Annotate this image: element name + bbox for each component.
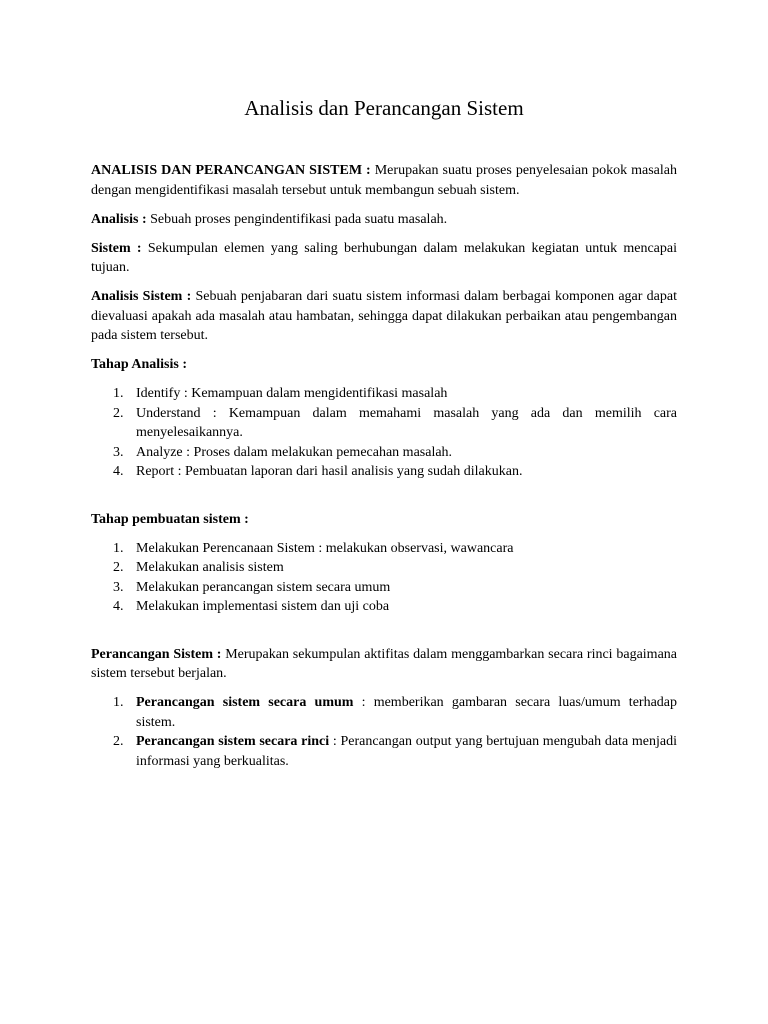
list-item-text: Report : Pembuatan laporan dari hasil analisis yang sudah dilakukan. [136, 464, 523, 479]
list-number: 1. [113, 695, 124, 710]
list-item [91, 404, 677, 443]
list-item [91, 384, 677, 404]
list-number: 3. [113, 579, 124, 595]
list-item [91, 732, 677, 771]
sistem-text: Sekumpulan elemen yang saling berhubungan dalam melakukan kegiatan untuk mencapai tujuan. [91, 240, 677, 275]
analisis-paragraph [91, 210, 677, 230]
sistem-term: Sistem : [91, 240, 142, 256]
intro-paragraph [91, 161, 677, 200]
spacer [91, 482, 677, 510]
spacer [91, 617, 677, 645]
list-item-text: Analyze : Proses dalam melakukan pemecahan masalah. [136, 444, 453, 460]
document-body [91, 161, 677, 771]
tahap-pembuatan-list [91, 539, 677, 617]
tahap-analisis-list [91, 384, 677, 482]
list-number: 3. [113, 444, 124, 460]
sistem-paragraph [91, 239, 677, 278]
list-item [91, 693, 677, 732]
document-title: Analisis dan Perancangan Sistem [244, 96, 524, 120]
list-item-text: Melakukan analisis sistem [136, 560, 284, 575]
list-item [91, 558, 677, 578]
intro-term: ANALISIS DAN PERANCANGAN SISTEM : [91, 163, 371, 178]
perancangan-sistem-list [91, 693, 677, 771]
list-item-text: Melakukan Perencanaan Sistem : melakukan observasi, wawancara [136, 540, 514, 556]
list-item [91, 578, 677, 598]
list-number: 2. [113, 734, 124, 749]
list-item-term: Perancangan sistem secara rinci [136, 734, 330, 749]
analisis-term: Analisis : [91, 211, 147, 227]
list-item-text: Identify : Kemampuan dalam mengidentifikasi masalah [136, 386, 448, 401]
list-number: 2. [113, 560, 124, 575]
list-number: 2. [113, 405, 124, 421]
list-item-term: Perancangan sistem secara umum [136, 695, 354, 710]
list-item [91, 597, 677, 617]
perancangan-sistem-paragraph [91, 645, 677, 684]
analisis-sistem-term: Analisis Sistem : [91, 289, 192, 304]
perancangan-sistem-term: Perancangan Sistem : [91, 646, 222, 662]
list-item-text: : memberikan gambaran secara luas/umum terhadap sistem. [136, 695, 677, 730]
list-number: 1. [113, 540, 124, 556]
list-item-text: Melakukan perancangan sistem secara umum [136, 579, 391, 595]
list-number: 1. [113, 386, 124, 401]
perancangan-sistem-text: Merupakan sekumpulan aktifitas dalam menggambarkan secara rinci bagaimana sistem tersebut berjalan. [91, 646, 677, 681]
analisis-sistem-text: Sebuah penjabaran dari suatu sistem informasi dalam berbagai komponen agar dapat dievaluasi apakah ada masalah atau hambatan, sehingga dapat dilakukan perbaikan atau pengembangan pada sistem tersebut. [91, 289, 677, 343]
intro-text: Merupakan suatu proses penyelesaian pokok masalah dengan mengidentifikasi masalah tersebut untuk membangun sebuah sistem. [91, 163, 678, 198]
list-item [91, 443, 677, 463]
list-number: 4. [113, 599, 124, 614]
analisis-sistem-paragraph [91, 287, 677, 346]
tahap-analisis-heading: Tahap Analisis : [91, 357, 187, 372]
list-item-text: Melakukan implementasi sistem dan uji coba [136, 599, 390, 614]
list-item-text: Understand : Kemampuan dalam memahami masalah yang ada dan memilih cara menyelesaikannya. [136, 405, 677, 440]
tahap-pembuatan-heading: Tahap pembuatan sistem : [91, 511, 249, 527]
list-number: 4. [113, 464, 124, 479]
list-item-text: : Perancangan output yang bertujuan mengubah data menjadi informasi yang berkualitas. [136, 734, 677, 769]
list-item [91, 539, 677, 559]
list-item [91, 462, 677, 482]
analisis-text: Sebuah proses pengindentifikasi pada suatu masalah. [146, 211, 448, 227]
